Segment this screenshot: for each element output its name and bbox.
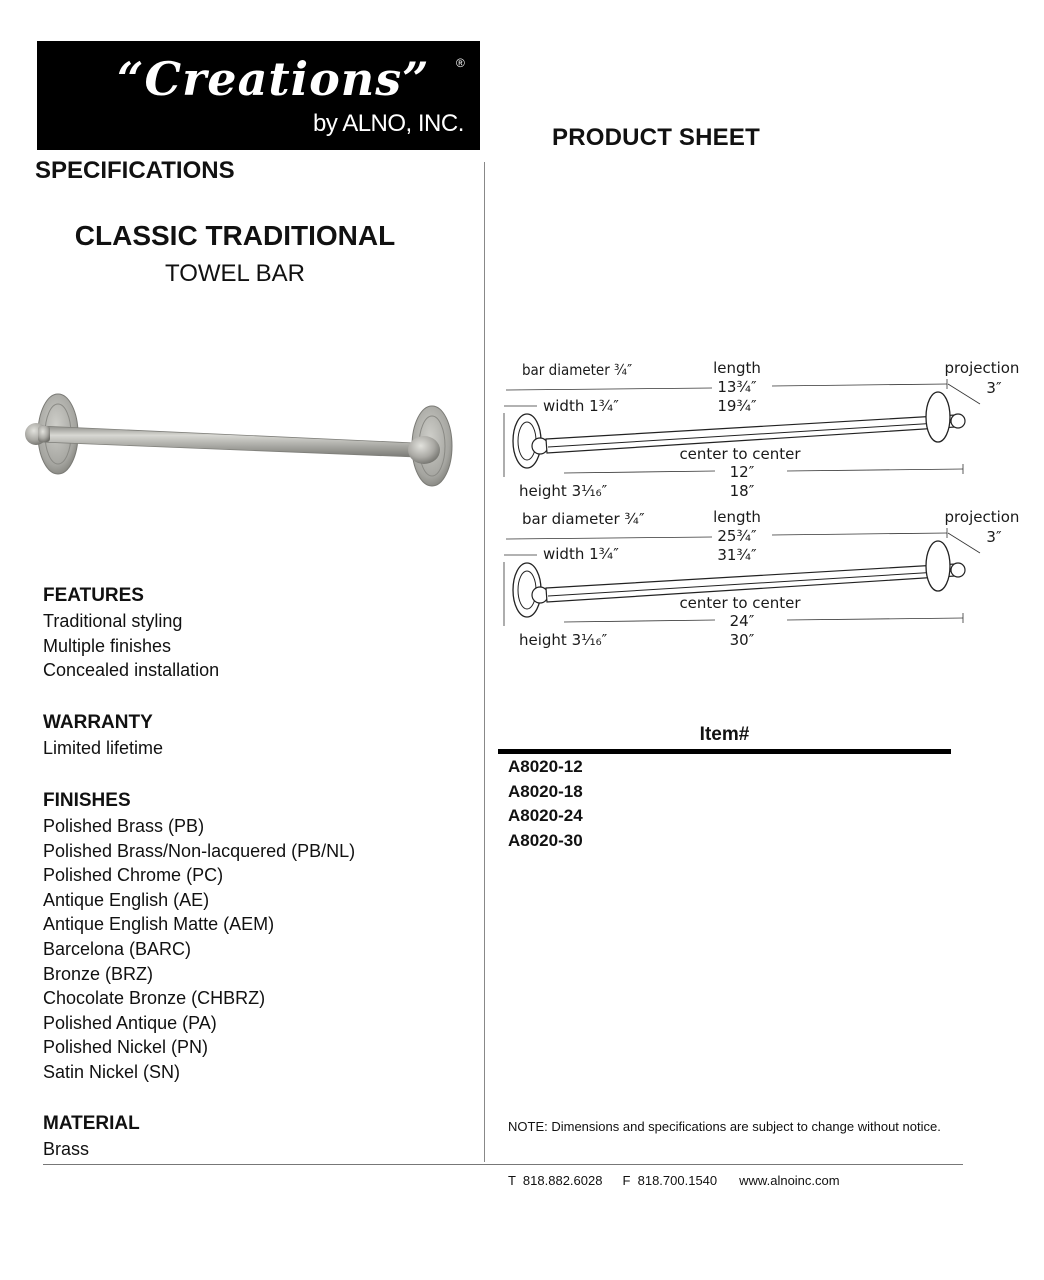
finish-item: Polished Antique (PA)	[43, 1012, 217, 1033]
product-subtitle: TOWEL BAR	[164, 260, 306, 287]
dimension-diagram-long	[504, 508, 1019, 649]
projection-label: projection	[944, 508, 1020, 526]
dimension-diagram	[500, 355, 1020, 655]
feature-item: Traditional styling	[43, 611, 183, 631]
bar-diameter-label: bar diameter ¾″	[522, 510, 645, 528]
projection-value: 3″	[986, 528, 1002, 546]
disclaimer-note: NOTE: Dimensions and specifications are subject to change without notice.	[508, 1119, 941, 1134]
finish-item: Polished Brass/Non-lacquered (PB/NL)	[43, 840, 356, 861]
dimension-diagram-short	[504, 359, 1019, 500]
material-list	[43, 1137, 89, 1162]
bar-diameter-label: bar diameter ¾″	[522, 362, 633, 380]
specifications-heading: SPECIFICATIONS	[35, 157, 235, 184]
center-value: 18″	[729, 482, 755, 500]
material-item: Brass	[43, 1139, 90, 1159]
projection-value: 3″	[986, 379, 1002, 397]
website-link[interactable]: www.alnoinc.com	[739, 1173, 840, 1188]
finishes-heading: FINISHES	[43, 790, 131, 811]
features-heading: FEATURES	[43, 585, 144, 606]
height-label: height 3¹⁄₁₆″	[519, 631, 608, 649]
length-label: length	[713, 359, 761, 377]
item-number-list	[508, 755, 583, 853]
finish-item: Polished Nickel (PN)	[43, 1037, 209, 1058]
warranty-heading: WARRANTY	[43, 712, 153, 733]
footer-divider	[43, 1164, 963, 1165]
item-header-rule	[498, 749, 951, 754]
registered-mark: ®	[456, 56, 465, 70]
warranty-list	[43, 736, 163, 761]
logo-script-text: “Creations”	[117, 52, 430, 106]
projection-label: projection	[944, 359, 1020, 377]
towel-bar-photo-icon	[10, 388, 480, 488]
column-divider	[484, 162, 485, 1162]
finish-item: Satin Nickel (SN)	[43, 1061, 181, 1082]
item-number: A8020-24	[508, 806, 583, 826]
center-label: center to center	[679, 594, 801, 612]
finish-item: Polished Chrome (PC)	[43, 865, 224, 886]
length-value: 25¾″	[717, 527, 757, 545]
item-number: A8020-18	[508, 781, 583, 801]
length-value: 31¾″	[717, 546, 757, 564]
height-label: height 3¹⁄₁₆″	[519, 482, 608, 500]
length-value: 19¾″	[717, 397, 757, 415]
width-label: width 1¾″	[543, 545, 619, 563]
finishes-list	[43, 814, 355, 1085]
fax-number: F 818.700.1540	[622, 1173, 718, 1188]
material-heading: MATERIAL	[43, 1113, 140, 1134]
item-number: A8020-30	[508, 830, 583, 850]
length-value: 13¾″	[717, 378, 757, 396]
product-title: CLASSIC TRADITIONAL	[74, 220, 396, 251]
center-value: 12″	[729, 463, 755, 481]
finish-item: Bronze (BRZ)	[43, 963, 154, 984]
logo-byline: by ALNO, INC.	[313, 110, 464, 137]
finish-item: Polished Brass (PB)	[43, 816, 205, 836]
item-number: A8020-12	[508, 757, 583, 776]
item-number-header: Item#	[699, 724, 750, 745]
center-label: center to center	[679, 445, 801, 463]
width-label: width 1¾″	[543, 397, 619, 415]
brand-logo	[37, 41, 480, 150]
features-list	[43, 609, 219, 683]
length-label: length	[713, 508, 761, 526]
phone-number: T 818.882.6028	[508, 1173, 603, 1188]
finish-item: Antique English (AE)	[43, 889, 210, 910]
document-type-heading: PRODUCT SHEET	[552, 124, 760, 151]
center-value: 30″	[729, 631, 755, 649]
finish-item: Barcelona (BARC)	[43, 938, 192, 959]
feature-item: Multiple finishes	[43, 635, 172, 656]
contact-info	[508, 1173, 840, 1188]
feature-item: Concealed installation	[43, 660, 220, 681]
warranty-item: Limited lifetime	[43, 738, 164, 758]
finish-item: Antique English Matte (AEM)	[43, 914, 275, 935]
center-value: 24″	[729, 612, 755, 630]
finish-item: Chocolate Bronze (CHBRZ)	[43, 988, 266, 1009]
